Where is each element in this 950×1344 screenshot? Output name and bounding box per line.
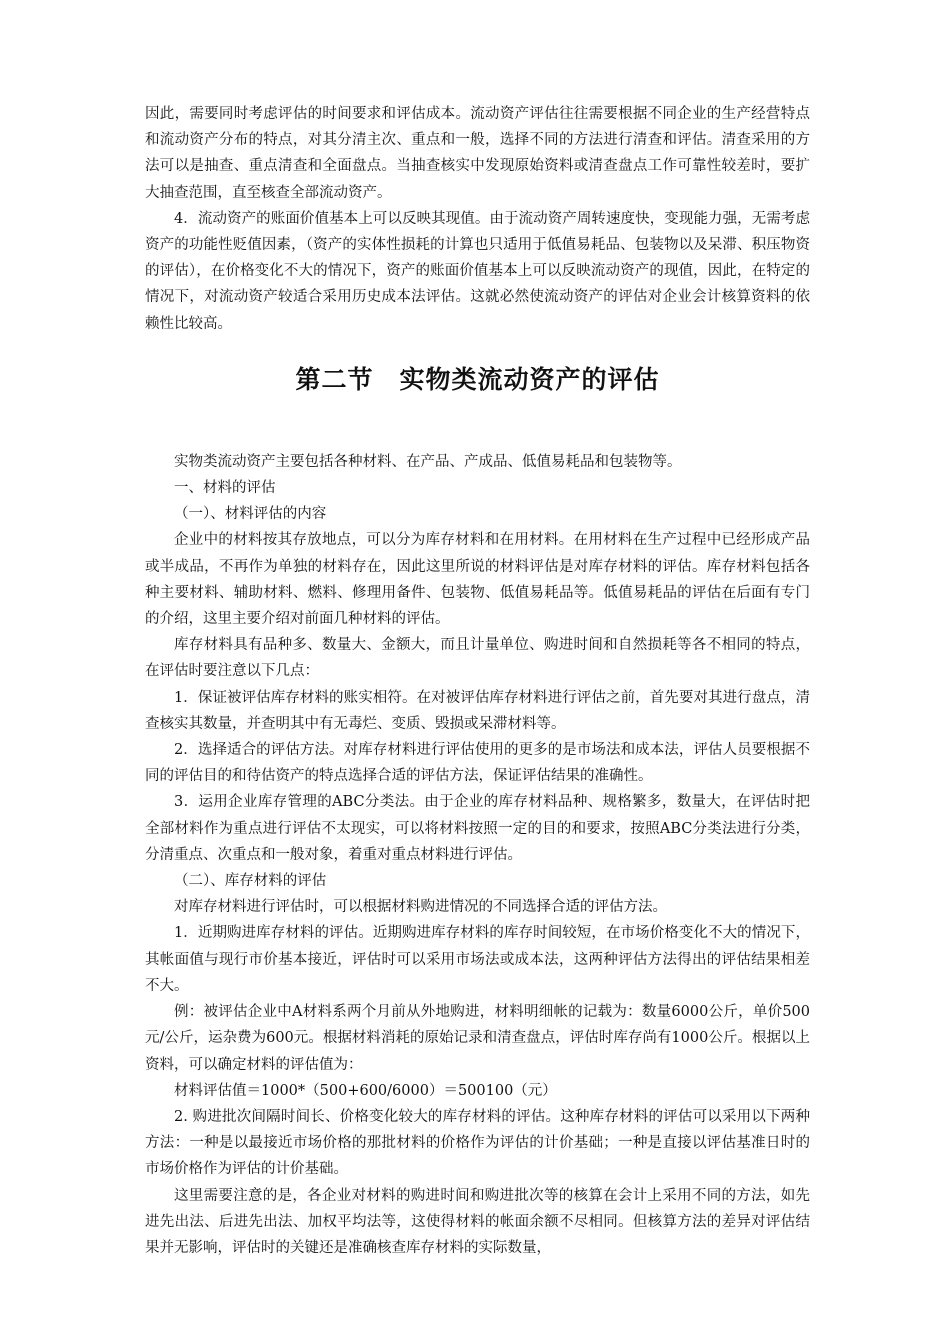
formula-line: 材料评估值＝1000*（500+600/6000）＝500100（元）	[174, 1082, 557, 1099]
paragraph-point-4: 4．流动资产的账面价值基本上可以反映其现值。由于流动资产周转速度快，变现能力强，无需考虑资产的功能性贬值因素，（资产的实体性损耗的计算也只适用于低值易耗品、包装物以及呆滞、积压物资的评估），在价格变化不大的情况下，资产的账面价值基本上可以反映流动资产的现值，因此，在特定的情况下，对流动资产较适合采用历史成本法评估。这就必然使流动资产的评估对企业会计核算资料的依赖性比较高。	[145, 210, 810, 332]
paragraph-inventory-features: 库存材料具有品种多、数量大、金额大，而且计量单位、购进时间和自然损耗等各不相同的特点，在评估时要注意以下几点：	[145, 637, 810, 680]
paragraph-continuation: 因此，需要同时考虑评估的时间要求和评估成本。流动资产评估往往需要根据不同企业的生产经营特点和流动资产分布的特点，对其分清主次、重点和一般，选择不同的方法进行清查和评估。清查采用的方法可以是抽查、重点清查和全面盘点。当抽查核实中发现原始资料或清查盘点工作可靠性较差时，要扩大抽查范围，直至核查全部流动资产。	[145, 106, 810, 201]
document-page	[145, 101, 810, 1261]
paragraph-material-types: 企业中的材料按其存放地点，可以分为库存材料和在用材料。在用材料在生产过程中已经形成产品或半成品，不再作为单独的材料存在，因此这里所说的材料评估是对库存材料的评估。库存材料包括各种主要材料、辅助材料、燃料、修理用备件、包装物、低值易耗品等。低值易耗品的评估在后面有专门的介绍，这里主要介绍对前面几种材料的评估。	[145, 532, 810, 628]
paragraph-recent-purchase: 1．近期购进库存材料的评估。近期购进库存材料的库存时间较短，在市场价格变化不大的情况下，其帐面值与现行市价基本接近，评估时可以采用市场法或成本法，这两种评估方法得出的评估结果相差不大。	[145, 925, 810, 994]
paragraph-method-choice: 对库存材料进行评估时，可以根据材料购进情况的不同选择合适的评估方法。	[174, 899, 667, 916]
paragraph-note: 这里需要注意的是，各企业对材料的购进时间和购进批次等的核算在会计上采用不同的方法，如先进先出法、后进先出法、加权平均法等，这使得材料的帐面余额不尽相同。但核算方法的差异对评估结果并无影响，评估时的关键还是准确核查库存材料的实际数量，	[145, 1187, 810, 1256]
paragraph-point-3: 3．运用企业库存管理的ABC分类法。由于企业的库存材料品种、规格繁多，数量大，在评估时把全部材料作为重点进行评估不太现实，可以将材料按照一定的目的和要求，按照ABC分类法进行分类，分清重点、次重点和一般对象，着重对重点材料进行评估。	[145, 794, 810, 863]
paragraph-point-2: 2．选择适合的评估方法。对库存材料进行评估使用的更多的是市场法和成本法，评估人员要根据不同的评估目的和待估资产的特点选择合适的评估方法，保证评估结果的准确性。	[145, 742, 810, 785]
paragraph-intro: 实物类流动资产主要包括各种材料、在产品、产成品、低值易耗品和包装物等。	[174, 453, 682, 470]
paragraph-point-1: 1．保证被评估库存材料的账实相符。在对被评估库存材料进行评估之前，首先要对其进行盘点，清查核实其数量，并查明其中有无毒烂、变质、毁损或呆滞材料等。	[145, 689, 810, 732]
heading-material-valuation: 一、材料的评估	[174, 480, 276, 497]
paragraph-long-interval: 2. 购进批次间隔时间长、价格变化较大的库存材料的评估。这种库存材料的评估可以采用以下两种方法：一种是以最接近市场价格的那批材料的价格作为评估的计价基础；一种是直接以评估基准日时的市场价格作为评估的计价基础。	[145, 1108, 810, 1178]
subheading-inventory-valuation: （二）、库存材料的评估	[174, 873, 327, 890]
subheading-material-content: （一）、材料评估的内容	[174, 506, 327, 523]
section-title: 第二节 实物类流动资产的评估	[295, 364, 660, 394]
paragraph-example: 例：被评估企业中A材料系两个月前从外地购进，材料明细帐的记载为：数量6000公斤，单价500元/公斤，运杂费为600元。根据材料消耗的原始记录和清查盘点，评估时库存尚有1000公斤。根据以上资料，可以确定材料的评估值为：	[145, 1004, 810, 1073]
